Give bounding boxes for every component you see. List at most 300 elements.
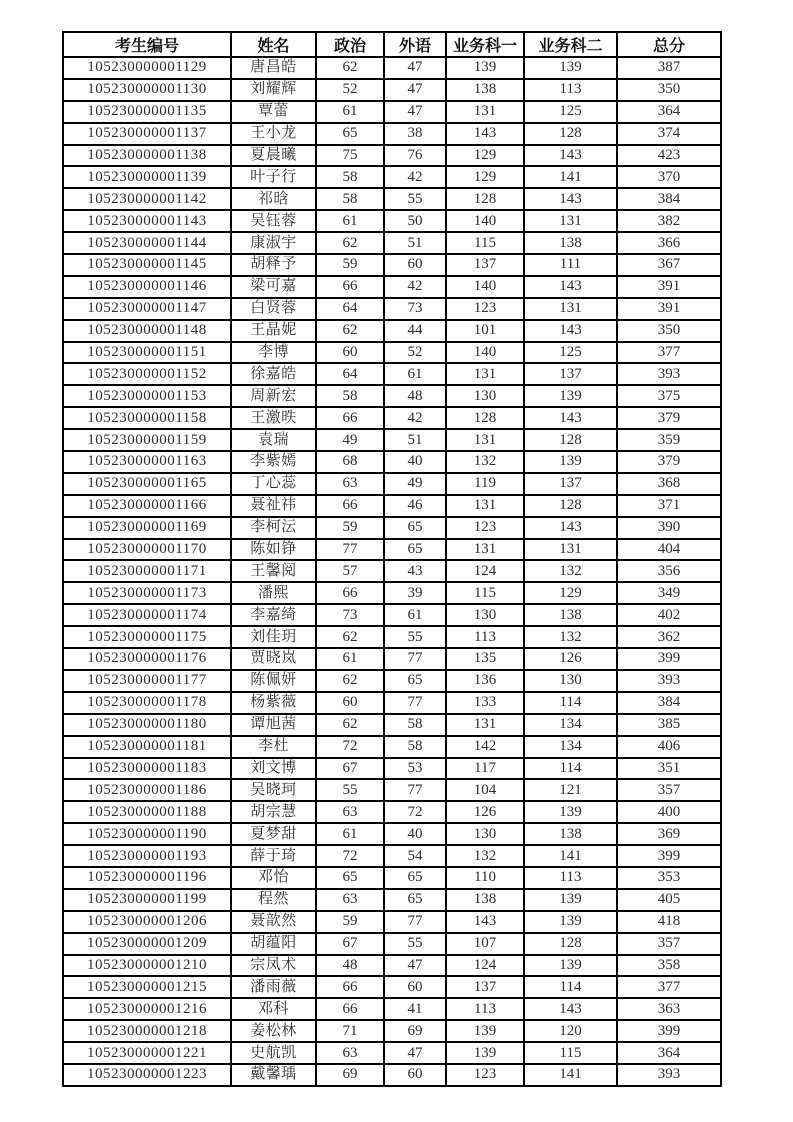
cell-business-subject-2: 128: [524, 495, 617, 517]
table-row: [63, 933, 721, 955]
cell-name: 祁晗: [231, 188, 316, 210]
cell-name: 史航凯: [231, 1042, 316, 1064]
cell-total-score: 353: [617, 867, 721, 889]
cell-business-subject-1: 113: [446, 998, 524, 1020]
cell-total-score: 356: [617, 560, 721, 582]
cell-total-score: 404: [617, 539, 721, 561]
cell-candidate-id: 105230000001142: [63, 188, 231, 210]
cell-name: 王激昳: [231, 407, 316, 429]
cell-politics: 66: [316, 582, 384, 604]
cell-business-subject-1: 115: [446, 582, 524, 604]
cell-name: 杨紫薇: [231, 692, 316, 714]
cell-name: 陈佩妍: [231, 670, 316, 692]
cell-total-score: 418: [617, 911, 721, 933]
cell-name: 谭旭茜: [231, 714, 316, 736]
cell-politics: 72: [316, 845, 384, 867]
cell-total-score: 368: [617, 473, 721, 495]
cell-politics: 61: [316, 101, 384, 123]
cell-total-score: 357: [617, 779, 721, 801]
cell-name: 李紫嫣: [231, 451, 316, 473]
cell-name: 姜松林: [231, 1020, 316, 1042]
cell-politics: 66: [316, 276, 384, 298]
cell-candidate-id: 105230000001180: [63, 714, 231, 736]
cell-foreign-language: 47: [384, 57, 446, 79]
cell-total-score: 391: [617, 276, 721, 298]
cell-candidate-id: 105230000001144: [63, 232, 231, 254]
cell-foreign-language: 55: [384, 626, 446, 648]
cell-candidate-id: 105230000001181: [63, 736, 231, 758]
cell-politics: 59: [316, 911, 384, 933]
table-row: [63, 342, 721, 364]
table-row: [63, 123, 721, 145]
cell-business-subject-1: 124: [446, 560, 524, 582]
cell-business-subject-2: 138: [524, 604, 617, 626]
cell-foreign-language: 51: [384, 232, 446, 254]
cell-name: 贾晓岚: [231, 648, 316, 670]
cell-business-subject-1: 129: [446, 166, 524, 188]
cell-name: 梁可嘉: [231, 276, 316, 298]
cell-total-score: 375: [617, 385, 721, 407]
cell-candidate-id: 105230000001159: [63, 429, 231, 451]
cell-name: 丁心蕊: [231, 473, 316, 495]
cell-politics: 63: [316, 889, 384, 911]
cell-foreign-language: 50: [384, 210, 446, 232]
cell-politics: 77: [316, 539, 384, 561]
cell-politics: 64: [316, 363, 384, 385]
cell-business-subject-2: 111: [524, 254, 617, 276]
cell-business-subject-1: 104: [446, 779, 524, 801]
table-row: [63, 363, 721, 385]
cell-politics: 63: [316, 1042, 384, 1064]
cell-total-score: 363: [617, 998, 721, 1020]
cell-foreign-language: 58: [384, 714, 446, 736]
cell-politics: 62: [316, 714, 384, 736]
cell-total-score: 359: [617, 429, 721, 451]
cell-business-subject-1: 137: [446, 254, 524, 276]
table-row: [63, 801, 721, 823]
cell-business-subject-2: 113: [524, 79, 617, 101]
cell-business-subject-2: 128: [524, 123, 617, 145]
cell-politics: 67: [316, 933, 384, 955]
cell-politics: 67: [316, 758, 384, 780]
cell-business-subject-1: 129: [446, 145, 524, 167]
cell-business-subject-2: 137: [524, 473, 617, 495]
header-row: [63, 32, 721, 57]
cell-name: 王小龙: [231, 123, 316, 145]
cell-business-subject-1: 101: [446, 320, 524, 342]
cell-total-score: 399: [617, 1020, 721, 1042]
cell-politics: 59: [316, 517, 384, 539]
cell-name: 李柯沄: [231, 517, 316, 539]
cell-total-score: 349: [617, 582, 721, 604]
cell-business-subject-2: 137: [524, 363, 617, 385]
cell-total-score: 391: [617, 298, 721, 320]
cell-politics: 71: [316, 1020, 384, 1042]
header-total-score: 总分: [617, 32, 721, 57]
cell-politics: 60: [316, 342, 384, 364]
cell-foreign-language: 65: [384, 539, 446, 561]
cell-foreign-language: 51: [384, 429, 446, 451]
cell-total-score: 405: [617, 889, 721, 911]
cell-politics: 66: [316, 998, 384, 1020]
cell-politics: 55: [316, 779, 384, 801]
cell-politics: 62: [316, 626, 384, 648]
cell-business-subject-2: 114: [524, 976, 617, 998]
table-row: [63, 320, 721, 342]
cell-business-subject-1: 142: [446, 736, 524, 758]
cell-politics: 60: [316, 692, 384, 714]
cell-foreign-language: 53: [384, 758, 446, 780]
table-row: [63, 539, 721, 561]
cell-business-subject-1: 135: [446, 648, 524, 670]
table-row: [63, 473, 721, 495]
cell-total-score: 377: [617, 342, 721, 364]
cell-name: 李博: [231, 342, 316, 364]
cell-business-subject-1: 132: [446, 845, 524, 867]
cell-foreign-language: 61: [384, 604, 446, 626]
cell-foreign-language: 47: [384, 1042, 446, 1064]
cell-total-score: 393: [617, 1064, 721, 1086]
cell-foreign-language: 77: [384, 779, 446, 801]
cell-foreign-language: 47: [384, 79, 446, 101]
cell-foreign-language: 43: [384, 560, 446, 582]
cell-business-subject-2: 139: [524, 801, 617, 823]
table-row: [63, 407, 721, 429]
cell-foreign-language: 55: [384, 188, 446, 210]
cell-foreign-language: 38: [384, 123, 446, 145]
cell-candidate-id: 105230000001130: [63, 79, 231, 101]
table-row: [63, 714, 721, 736]
cell-name: 刘耀辉: [231, 79, 316, 101]
cell-politics: 61: [316, 648, 384, 670]
cell-business-subject-1: 119: [446, 473, 524, 495]
table-row: [63, 101, 721, 123]
cell-business-subject-1: 126: [446, 801, 524, 823]
cell-business-subject-2: 139: [524, 451, 617, 473]
cell-candidate-id: 105230000001206: [63, 911, 231, 933]
cell-foreign-language: 41: [384, 998, 446, 1020]
cell-business-subject-2: 134: [524, 714, 617, 736]
cell-candidate-id: 105230000001196: [63, 867, 231, 889]
cell-candidate-id: 105230000001186: [63, 779, 231, 801]
cell-candidate-id: 105230000001176: [63, 648, 231, 670]
table-row: [63, 976, 721, 998]
cell-foreign-language: 61: [384, 363, 446, 385]
cell-total-score: 390: [617, 517, 721, 539]
cell-business-subject-1: 140: [446, 210, 524, 232]
table-row: [63, 779, 721, 801]
cell-total-score: 367: [617, 254, 721, 276]
cell-name: 聂歆然: [231, 911, 316, 933]
cell-business-subject-1: 140: [446, 276, 524, 298]
table-row: [63, 626, 721, 648]
cell-business-subject-1: 123: [446, 298, 524, 320]
cell-business-subject-2: 130: [524, 670, 617, 692]
cell-total-score: 393: [617, 670, 721, 692]
cell-politics: 52: [316, 79, 384, 101]
cell-name: 潘雨薇: [231, 976, 316, 998]
cell-candidate-id: 105230000001137: [63, 123, 231, 145]
cell-politics: 65: [316, 123, 384, 145]
cell-foreign-language: 69: [384, 1020, 446, 1042]
cell-candidate-id: 105230000001199: [63, 889, 231, 911]
cell-candidate-id: 105230000001135: [63, 101, 231, 123]
cell-candidate-id: 105230000001188: [63, 801, 231, 823]
table-row: [63, 736, 721, 758]
cell-name: 刘文博: [231, 758, 316, 780]
cell-business-subject-2: 114: [524, 758, 617, 780]
table-row: [63, 823, 721, 845]
cell-politics: 62: [316, 670, 384, 692]
cell-foreign-language: 42: [384, 276, 446, 298]
cell-candidate-id: 105230000001177: [63, 670, 231, 692]
cell-business-subject-2: 125: [524, 101, 617, 123]
header-politics: 政治: [316, 32, 384, 57]
table-row: [63, 276, 721, 298]
cell-name: 程然: [231, 889, 316, 911]
cell-foreign-language: 39: [384, 582, 446, 604]
cell-business-subject-1: 131: [446, 363, 524, 385]
cell-business-subject-2: 138: [524, 823, 617, 845]
cell-business-subject-2: 128: [524, 429, 617, 451]
cell-name: 吴晓珂: [231, 779, 316, 801]
cell-total-score: 357: [617, 933, 721, 955]
cell-total-score: 393: [617, 363, 721, 385]
header-foreign-language: 外语: [384, 32, 446, 57]
cell-total-score: 423: [617, 145, 721, 167]
cell-foreign-language: 46: [384, 495, 446, 517]
cell-politics: 61: [316, 210, 384, 232]
cell-business-subject-1: 130: [446, 823, 524, 845]
cell-politics: 62: [316, 232, 384, 254]
table-row: [63, 955, 721, 977]
cell-name: 夏晨曦: [231, 145, 316, 167]
cell-foreign-language: 65: [384, 867, 446, 889]
cell-politics: 58: [316, 166, 384, 188]
cell-candidate-id: 105230000001221: [63, 1042, 231, 1064]
cell-foreign-language: 60: [384, 976, 446, 998]
table-row: [63, 648, 721, 670]
cell-total-score: 369: [617, 823, 721, 845]
cell-name: 薛于琦: [231, 845, 316, 867]
cell-politics: 64: [316, 298, 384, 320]
cell-candidate-id: 105230000001145: [63, 254, 231, 276]
cell-politics: 75: [316, 145, 384, 167]
cell-foreign-language: 40: [384, 823, 446, 845]
cell-foreign-language: 44: [384, 320, 446, 342]
table-row: [63, 867, 721, 889]
cell-foreign-language: 77: [384, 692, 446, 714]
cell-name: 李杜: [231, 736, 316, 758]
cell-business-subject-1: 131: [446, 101, 524, 123]
cell-total-score: 377: [617, 976, 721, 998]
table-row: [63, 232, 721, 254]
cell-name: 胡释予: [231, 254, 316, 276]
cell-politics: 63: [316, 473, 384, 495]
cell-name: 唐昌皓: [231, 57, 316, 79]
cell-politics: 62: [316, 320, 384, 342]
cell-business-subject-2: 138: [524, 232, 617, 254]
table-row: [63, 582, 721, 604]
cell-business-subject-1: 143: [446, 911, 524, 933]
cell-candidate-id: 105230000001215: [63, 976, 231, 998]
cell-candidate-id: 105230000001173: [63, 582, 231, 604]
cell-foreign-language: 42: [384, 407, 446, 429]
cell-name: 胡宗慧: [231, 801, 316, 823]
table-row: [63, 560, 721, 582]
table-row: [63, 495, 721, 517]
cell-name: 戴馨瑀: [231, 1064, 316, 1086]
cell-total-score: 399: [617, 845, 721, 867]
cell-candidate-id: 105230000001143: [63, 210, 231, 232]
cell-politics: 65: [316, 867, 384, 889]
cell-candidate-id: 105230000001178: [63, 692, 231, 714]
cell-business-subject-1: 117: [446, 758, 524, 780]
cell-foreign-language: 54: [384, 845, 446, 867]
cell-name: 王馨阅: [231, 560, 316, 582]
table-row: [63, 145, 721, 167]
cell-total-score: 402: [617, 604, 721, 626]
cell-foreign-language: 49: [384, 473, 446, 495]
table-row: [63, 79, 721, 101]
cell-total-score: 406: [617, 736, 721, 758]
cell-politics: 68: [316, 451, 384, 473]
cell-business-subject-2: 141: [524, 845, 617, 867]
cell-politics: 69: [316, 1064, 384, 1086]
cell-foreign-language: 76: [384, 145, 446, 167]
cell-candidate-id: 105230000001152: [63, 363, 231, 385]
header-candidate-id: 考生编号: [63, 32, 231, 57]
table-row: [63, 166, 721, 188]
cell-business-subject-2: 139: [524, 57, 617, 79]
cell-name: 胡蕴阳: [231, 933, 316, 955]
cell-politics: 58: [316, 188, 384, 210]
cell-business-subject-2: 143: [524, 188, 617, 210]
cell-name: 叶子行: [231, 166, 316, 188]
cell-business-subject-2: 143: [524, 998, 617, 1020]
cell-total-score: 382: [617, 210, 721, 232]
cell-candidate-id: 105230000001153: [63, 385, 231, 407]
cell-name: 聂祉祎: [231, 495, 316, 517]
cell-business-subject-1: 130: [446, 385, 524, 407]
cell-foreign-language: 65: [384, 670, 446, 692]
cell-politics: 73: [316, 604, 384, 626]
cell-politics: 72: [316, 736, 384, 758]
table-row: [63, 670, 721, 692]
cell-business-subject-1: 133: [446, 692, 524, 714]
cell-business-subject-1: 115: [446, 232, 524, 254]
cell-business-subject-1: 140: [446, 342, 524, 364]
cell-candidate-id: 105230000001209: [63, 933, 231, 955]
cell-candidate-id: 105230000001174: [63, 604, 231, 626]
table-row: [63, 845, 721, 867]
cell-total-score: 384: [617, 692, 721, 714]
cell-business-subject-1: 139: [446, 57, 524, 79]
cell-total-score: 384: [617, 188, 721, 210]
cell-business-subject-2: 115: [524, 1042, 617, 1064]
score-table-body: [63, 57, 721, 1086]
table-row: [63, 188, 721, 210]
cell-foreign-language: 60: [384, 254, 446, 276]
cell-business-subject-1: 132: [446, 451, 524, 473]
cell-business-subject-2: 120: [524, 1020, 617, 1042]
cell-foreign-language: 47: [384, 955, 446, 977]
cell-foreign-language: 72: [384, 801, 446, 823]
header-name: 姓名: [231, 32, 316, 57]
cell-candidate-id: 105230000001158: [63, 407, 231, 429]
cell-business-subject-1: 110: [446, 867, 524, 889]
cell-foreign-language: 55: [384, 933, 446, 955]
cell-candidate-id: 105230000001169: [63, 517, 231, 539]
cell-name: 潘熙: [231, 582, 316, 604]
cell-business-subject-1: 131: [446, 429, 524, 451]
cell-foreign-language: 42: [384, 166, 446, 188]
cell-name: 王晶妮: [231, 320, 316, 342]
table-row: [63, 517, 721, 539]
cell-business-subject-1: 137: [446, 976, 524, 998]
cell-candidate-id: 105230000001166: [63, 495, 231, 517]
cell-business-subject-2: 121: [524, 779, 617, 801]
cell-politics: 59: [316, 254, 384, 276]
table-row: [63, 911, 721, 933]
table-row: [63, 604, 721, 626]
table-row: [63, 429, 721, 451]
cell-total-score: 350: [617, 320, 721, 342]
cell-candidate-id: 105230000001146: [63, 276, 231, 298]
cell-name: 宗凤术: [231, 955, 316, 977]
cell-business-subject-2: 143: [524, 276, 617, 298]
cell-business-subject-1: 113: [446, 626, 524, 648]
cell-politics: 48: [316, 955, 384, 977]
cell-candidate-id: 105230000001165: [63, 473, 231, 495]
cell-business-subject-2: 139: [524, 889, 617, 911]
cell-name: 夏梦甜: [231, 823, 316, 845]
cell-name: 袁瑞: [231, 429, 316, 451]
header-business-subject-2: 业务科二: [524, 32, 617, 57]
cell-business-subject-1: 138: [446, 79, 524, 101]
cell-name: 陈如铮: [231, 539, 316, 561]
header-business-subject-1: 业务科一: [446, 32, 524, 57]
cell-total-score: 366: [617, 232, 721, 254]
cell-foreign-language: 52: [384, 342, 446, 364]
table-row: [63, 998, 721, 1020]
cell-politics: 63: [316, 801, 384, 823]
cell-total-score: 362: [617, 626, 721, 648]
cell-business-subject-2: 128: [524, 933, 617, 955]
cell-business-subject-1: 136: [446, 670, 524, 692]
cell-foreign-language: 77: [384, 648, 446, 670]
cell-candidate-id: 105230000001171: [63, 560, 231, 582]
cell-name: 吴钰蓉: [231, 210, 316, 232]
cell-foreign-language: 65: [384, 889, 446, 911]
cell-politics: 66: [316, 495, 384, 517]
cell-name: 邓怡: [231, 867, 316, 889]
cell-candidate-id: 105230000001163: [63, 451, 231, 473]
cell-foreign-language: 40: [384, 451, 446, 473]
cell-business-subject-2: 139: [524, 955, 617, 977]
cell-business-subject-1: 124: [446, 955, 524, 977]
table-row: [63, 254, 721, 276]
cell-business-subject-2: 131: [524, 298, 617, 320]
cell-business-subject-2: 132: [524, 560, 617, 582]
cell-business-subject-2: 143: [524, 320, 617, 342]
cell-total-score: 370: [617, 166, 721, 188]
cell-business-subject-2: 126: [524, 648, 617, 670]
cell-business-subject-1: 131: [446, 495, 524, 517]
table-row: [63, 692, 721, 714]
cell-foreign-language: 47: [384, 101, 446, 123]
cell-candidate-id: 105230000001139: [63, 166, 231, 188]
